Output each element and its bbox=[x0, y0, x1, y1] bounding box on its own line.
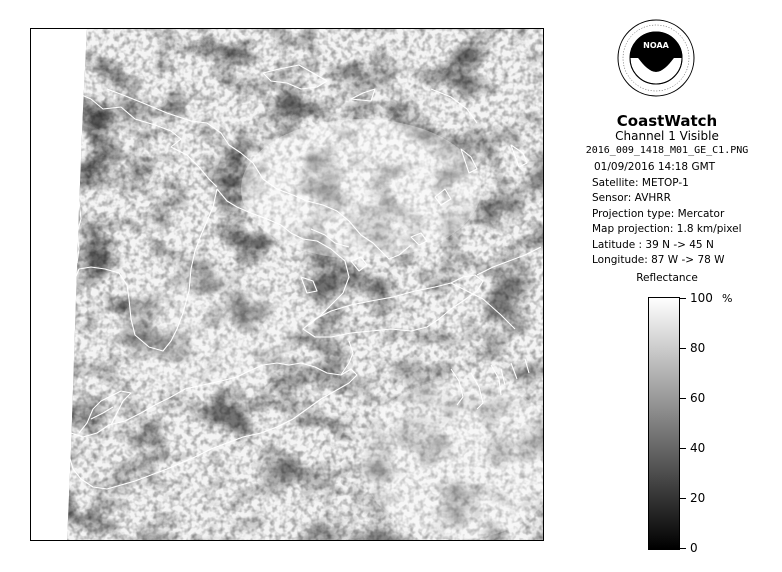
satellite-map bbox=[30, 28, 544, 541]
colorbar-tick-label: 100 bbox=[690, 291, 713, 305]
file-name: 2016_009_1418_M01_GE_C1.PNG bbox=[585, 145, 749, 156]
colorbar-tick-label: 80 bbox=[690, 341, 706, 355]
latitude-range: Latitude : 39 N -> 45 N bbox=[592, 238, 714, 251]
channel-subtitle: Channel 1 Visible bbox=[615, 129, 719, 143]
colorbar-tick-label: 60 bbox=[690, 391, 706, 405]
logo-label: NOAA bbox=[643, 41, 669, 50]
legend-title: Reflectance bbox=[636, 272, 698, 284]
colorbar-tick-label: 0 bbox=[690, 541, 698, 555]
colorbar-tick bbox=[680, 298, 686, 299]
colorbar-tick bbox=[680, 548, 686, 549]
reflectance-colorbar bbox=[648, 297, 680, 550]
colorbar-tick-label: 40 bbox=[690, 441, 706, 455]
satellite-image bbox=[31, 29, 544, 541]
sensor: Sensor: AVHRR bbox=[592, 192, 671, 204]
legend-unit: % bbox=[722, 292, 733, 305]
projection-type: Projection type: Mercator bbox=[592, 207, 725, 220]
colorbar-tick-label: 20 bbox=[690, 491, 706, 505]
colorbar-tick bbox=[680, 398, 686, 399]
colorbar-tick bbox=[680, 348, 686, 349]
colorbar-tick bbox=[680, 448, 686, 449]
datetime: 01/09/2016 14:18 GMT bbox=[594, 161, 716, 173]
noaa-logo-icon bbox=[616, 18, 696, 98]
colorbar-tick bbox=[680, 498, 686, 499]
metadata-block bbox=[592, 160, 742, 269]
longitude-range: Longitude: 87 W -> 78 W bbox=[592, 254, 725, 266]
map-projection: Map projection: 1.8 km/pixel bbox=[592, 223, 742, 235]
satellite: Satellite: METOP-1 bbox=[592, 176, 689, 189]
product-title: CoastWatch bbox=[616, 112, 718, 130]
